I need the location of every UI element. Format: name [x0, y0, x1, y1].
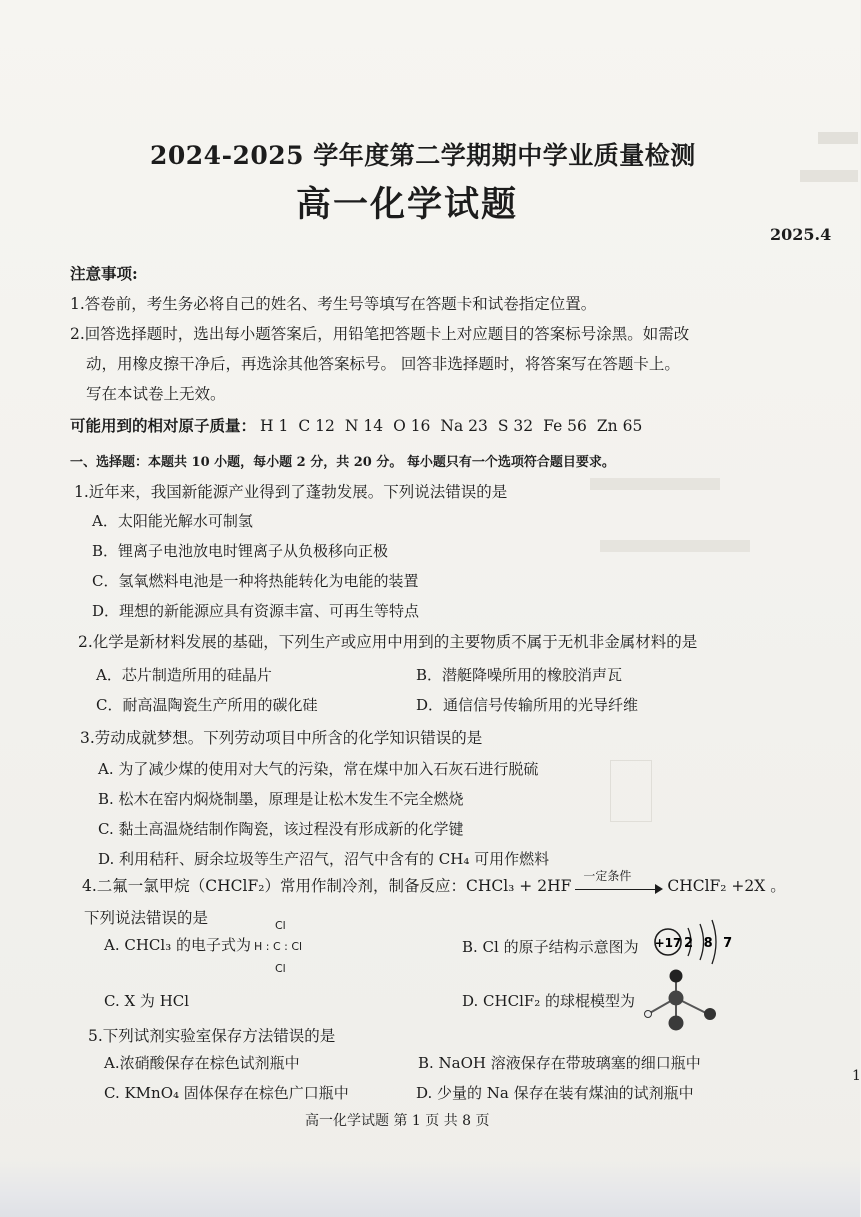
atomic-mass-label: 可能用到的相对原子质量： [70, 416, 257, 435]
reaction-arrow-icon [575, 869, 663, 894]
question-5-option-d: D. 少量的 Na 保存在装有煤油的试剂瓶中 [416, 1084, 694, 1102]
atomic-mass-value: S 32 [497, 417, 534, 435]
bleed-through [800, 170, 858, 182]
question-4-option-d: D. CHClF₂ 的球棍模型为 [462, 992, 636, 1010]
page-footer: 高一化学试题 第 1 页 共 8 页 [305, 1113, 490, 1129]
electron-formula-bottom: Cl [275, 962, 286, 975]
reaction-condition: 一定条件 [583, 869, 632, 883]
atomic-mass-value: C 12 [298, 417, 335, 435]
notice-item-2c: 写在本试卷上无效。 [86, 385, 226, 403]
question-4-option-a: A. CHCl₃ 的电子式为 [104, 936, 251, 954]
section-heading: 一、选择题：本题共 10 小题，每小题 2 分，共 20 分。 每小题只有一个选项符合题目要求。 [70, 455, 615, 470]
question-1-stem: 1.近年来，我国新能源产业得到了蓬勃发展。下列说法错误的是 [74, 483, 508, 501]
question-4-option-c: C. X 为 HCl [104, 992, 190, 1010]
exam-title: 2024-2025 学年度第二学期期中学业质量检测 [150, 141, 696, 170]
exam-subject-title: 高一化学试题 [296, 184, 519, 225]
question-4-option-b: B. Cl 的原子结构示意图为 [462, 938, 639, 956]
exam-date: 2025.4 [770, 225, 832, 244]
question-3-option-b: B. 松木在窑内焖烧制墨，原理是让松木发生不完全燃烧 [98, 790, 464, 808]
shell-electrons: 2 8 7 [684, 936, 736, 951]
question-2-option-b: B．潜艇降噪所用的橡胶消声瓦 [416, 666, 623, 684]
margin-mark: 1 [852, 1068, 861, 1084]
notice-item-2a: 2.回答选择题时，选出每小题答案后，用铅笔把答题卡上对应题目的答案标号涂黑。如需改 [70, 325, 690, 343]
question-5-option-a: A.浓硝酸保存在棕色试剂瓶中 [104, 1054, 300, 1072]
electron-formula-middle: H : C : Cl [254, 940, 303, 953]
notice-item-2b: 动，用橡皮擦干净后，再选涂其他答案标号。 回答非选择题时，将答案写在答题卡上。 [86, 355, 680, 373]
atomic-mass-line [70, 414, 652, 436]
reaction-reactants: CHCl₃ + 2HF [465, 877, 572, 895]
question-5-option-b: B. NaOH 溶液保存在带玻璃塞的细口瓶中 [418, 1054, 701, 1072]
atomic-mass-value: N 14 [344, 417, 384, 435]
question-1-option-b: B．锂离子电池放电时锂离子从负极移向正极 [92, 542, 389, 560]
bleed-through [818, 132, 858, 144]
reaction-products: CHClF₂ +2X 。 [667, 877, 786, 895]
notice-heading: 注意事项: [70, 264, 138, 283]
question-1-option-d: D．理想的新能源应具有资源丰富、可再生等特点 [92, 602, 420, 620]
question-2-option-c: C．耐高温陶瓷生产所用的碳化硅 [96, 696, 318, 714]
chlorine-atom-diagram-icon [650, 914, 736, 966]
bleed-through [590, 478, 720, 490]
page-edge-shadow [0, 1160, 860, 1217]
question-3-option-a: A. 为了减少煤的使用对大气的污染，常在煤中加入石灰石进行脱硫 [98, 760, 539, 778]
question-1-option-c: C．氢氧燃料电池是一种将热能转化为电能的装置 [92, 572, 419, 590]
bleed-through [600, 540, 750, 552]
atomic-mass-value: Fe 56 [543, 417, 587, 435]
question-2-stem: 2.化学是新材料发展的基础，下列生产或应用中用到的主要物质不属于无机非金属材料的是 [78, 633, 698, 651]
question-4-stem [82, 869, 786, 896]
notice-item-1: 1.答卷前，考生务必将自己的姓名、考生号等填写在答题卡和试卷指定位置。 [70, 295, 597, 313]
question-3-option-c: C. 黏土高温烧结制作陶瓷，该过程没有形成新的化学键 [98, 820, 464, 838]
electron-formula-top: Cl [275, 919, 286, 932]
ball-and-stick-model-icon [638, 968, 722, 1032]
question-5-stem: 5.下列试剂实验室保存方法错误的是 [88, 1027, 336, 1045]
question-2-option-a: A．芯片制造所用的硅晶片 [96, 666, 272, 684]
question-3-option-d: D. 利用秸秆、厨余垃圾等生产沼气，沼气中含有的 CH₄ 可用作燃料 [98, 850, 550, 868]
question-4-stem-2: 下列说法错误的是 [84, 909, 209, 927]
atomic-mass-value: H 1 [260, 417, 289, 435]
question-3-stem: 3.劳动成就梦想。下列劳动项目中所含的化学知识错误的是 [80, 729, 483, 747]
atomic-mass-value: Na 23 [440, 417, 488, 435]
bleed-through [610, 760, 652, 822]
atomic-mass-value: O 16 [393, 417, 431, 435]
question-1-option-a: A．太阳能光解水可制氢 [92, 512, 253, 530]
question-5-option-c: C. KMnO₄ 固体保存在棕色广口瓶中 [104, 1084, 349, 1102]
question-2-option-d: D．通信信号传输所用的光导纤维 [416, 696, 639, 714]
question-4-stem-text: 4.二氟一氯甲烷（CHClF₂）常用作制冷剂，制备反应： [82, 877, 466, 895]
nucleus-label: +17 [654, 936, 682, 950]
atomic-mass-value: Zn 65 [596, 417, 643, 435]
